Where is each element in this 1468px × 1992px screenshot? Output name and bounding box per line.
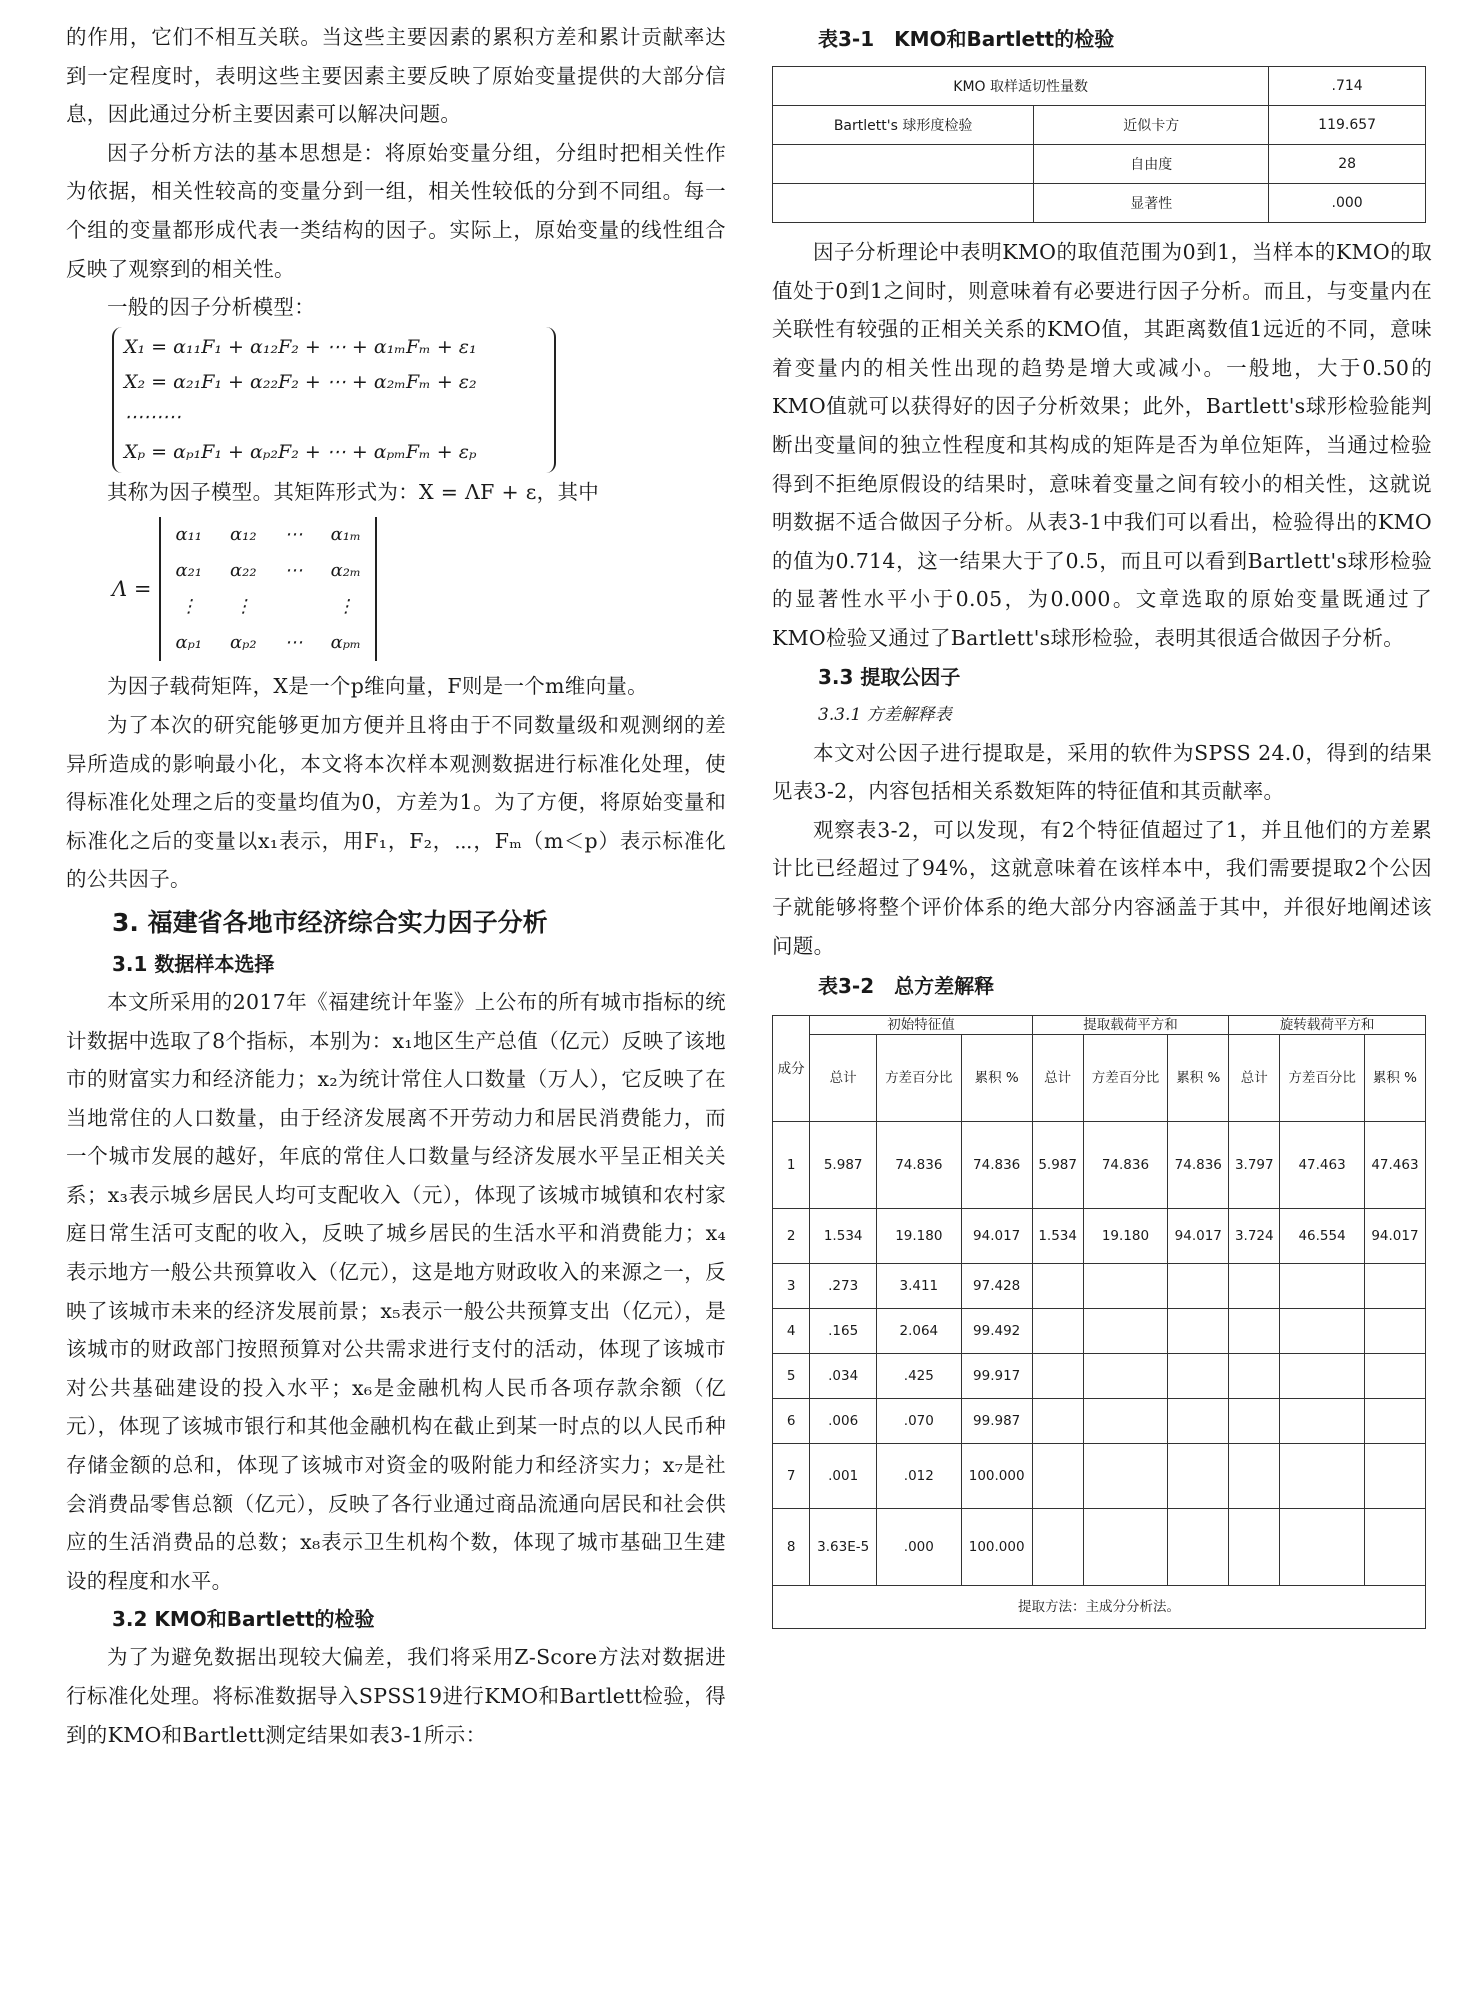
table-cell — [1032, 1309, 1083, 1354]
table-footer: 提取方法：主成分分析法。 — [773, 1586, 1426, 1629]
matrix-cell: α₂₂ — [230, 560, 257, 582]
matrix-body — [159, 517, 377, 661]
equation-line: X₂ = α₂₁F₁ + α₂₂F₂ + ⋯ + α₂ₘFₘ + ε₂ — [124, 370, 477, 393]
section-heading: 3. 福建省各地市经济综合实力因子分析 — [112, 907, 548, 937]
table-cell: .006 — [810, 1399, 877, 1444]
paragraph: 因子分析理论中表明KMO的取值范围为0到1，当样本的KMO的取值处于0到1之间时，则意味着有必要进行因子分析。而且，与变量内在关联性有较强的正相关关系的KMO值，其距离数值1远近的不同，意味着变量内的相关性出现的趋势是增大或减小。一般地，大于0.50的KMO值就可以获得好的因子分析效果；此外，Bartlett's球形检验能判断出变量间的独立性程度和其构成的矩阵是否为单位矩阵，当通过检验得到不拒绝原假设的结果时，意味着变量之间有较小的相关性，这就说明数据不适合做因子分析。从表3-1中我们可以看出，检验得出的KMO的值为0.714，这一结果大于了0.5，而且可以看到Bartlett's球形检验的显著性水平小于0.05，为0.000。文章选取的原始变量既通过了KMO检验又通过了Bartlett's球形检验，表明其很适合做因子分析。 — [772, 240, 1432, 650]
table-cell — [1032, 1444, 1083, 1509]
table-cell — [1364, 1264, 1425, 1309]
table-cell — [1280, 1354, 1365, 1399]
table-cell — [1280, 1264, 1365, 1309]
paragraph: 因子分析方法的基本思想是：将原始变量分组，分组时把相关性作为依据，相关性较高的变量分到一组，相关性较低的分到不同组。每一个组的变量都形成代表一类结构的因子。实际上，原始变量的线性组合反映了观察到的相关性。 — [66, 140, 726, 281]
table-cell — [1229, 1264, 1280, 1309]
table-row — [773, 1399, 1426, 1444]
table-header-cell: 累积 % — [1168, 1035, 1229, 1122]
table-cell: 5.987 — [810, 1122, 877, 1209]
table-header-row — [773, 1016, 1426, 1035]
table-row — [773, 67, 1426, 106]
paragraph: 为了为避免数据出现较大偏差，我们将采用Z-Score方法对数据进行标准化处理。将标准数据导入SPSS19进行KMO和Bartlett检验，得到的KMO和Bartlett测定结果如表3-1所示： — [66, 1645, 726, 1747]
matrix-cell: ⋯ — [284, 524, 303, 546]
table-cell: Bartlett's 球形度检验 — [773, 106, 1034, 145]
table-header-cell: 成分 — [773, 1016, 810, 1122]
table-cell: 94.017 — [1364, 1209, 1425, 1264]
table-cell: 119.657 — [1269, 106, 1426, 145]
table-cell — [1032, 1399, 1083, 1444]
table-row — [773, 1509, 1426, 1586]
table-cell: 2.064 — [876, 1309, 961, 1354]
paragraph: 一般的因子分析模型： — [107, 295, 315, 320]
paragraph: 本文对公因子进行提取是，采用的软件为SPSS 24.0，得到的结果见表3-2，内容包括相关系数矩阵的特征值和其贡献率。 — [772, 740, 1432, 804]
table-row — [773, 1444, 1426, 1509]
table-header-cell: 提取载荷平方和 — [1032, 1016, 1229, 1035]
subsection-heading: 3.1 数据样本选择 — [112, 951, 275, 976]
table-row — [773, 1264, 1426, 1309]
table-cell: 7 — [773, 1444, 810, 1509]
table-cell — [1168, 1264, 1229, 1309]
table-cell — [773, 184, 1034, 223]
table-cell: 47.463 — [1280, 1122, 1365, 1209]
table-cell: 74.836 — [1168, 1122, 1229, 1209]
table-header-cell: 累积 % — [1364, 1035, 1425, 1122]
table-cell: 46.554 — [1280, 1209, 1365, 1264]
table-cell: 100.000 — [961, 1444, 1032, 1509]
table-cell: 99.492 — [961, 1309, 1032, 1354]
table-header-cell: 总计 — [1229, 1035, 1280, 1122]
table-cell: .165 — [810, 1309, 877, 1354]
table-cell — [1083, 1309, 1168, 1354]
table-cell: 5 — [773, 1354, 810, 1399]
table-cell — [1032, 1264, 1083, 1309]
table-cell — [773, 145, 1034, 184]
matrix-cell: ⋮ — [234, 596, 253, 618]
table-cell: 3.797 — [1229, 1122, 1280, 1209]
table-row — [773, 1309, 1426, 1354]
table-cell — [1364, 1399, 1425, 1444]
factor-model-equations — [112, 327, 556, 473]
table-cell: 99.987 — [961, 1399, 1032, 1444]
table-cell: .001 — [810, 1444, 877, 1509]
table-header-cell: 初始特征值 — [810, 1016, 1032, 1035]
kmo-bartlett-table — [772, 66, 1426, 223]
table-row — [773, 106, 1426, 145]
table-cell: 19.180 — [876, 1209, 961, 1264]
table-cell: 1.534 — [1032, 1209, 1083, 1264]
table-cell — [1364, 1444, 1425, 1509]
table-cell: 28 — [1269, 145, 1426, 184]
table-cell: .425 — [876, 1354, 961, 1399]
table-cell — [1168, 1444, 1229, 1509]
table-cell: 5.987 — [1032, 1122, 1083, 1209]
table-header-cell: 总计 — [810, 1035, 877, 1122]
table-cell: 1.534 — [810, 1209, 877, 1264]
table-cell — [1229, 1309, 1280, 1354]
table-row — [773, 184, 1426, 223]
table-cell: 94.017 — [961, 1209, 1032, 1264]
paragraph: 的作用，它们不相互关联。当这些主要因素的累积方差和累计贡献率达到一定程度时，表明这些主要因素主要反映了原始变量提供的大部分信息，因此通过分析主要因素可以解决问题。 — [66, 25, 726, 127]
paragraph: 本文所采用的2017年《福建统计年鉴》上公布的所有城市指标的统计数据中选取了8个指标，本别为：x₁地区生产总值（亿元）反映了该地市的财富实力和经济能力；x₂为统计常住人口数量（万人），它反映了在当地常住的人口数量，由于经济发展离不开劳动力和居民消费能力，而一个城市发展的越好，年底的常住人口数量与经济发展水平呈正相关关系；x₃表示城乡居民人均可支配收入（元），体现了该城市城镇和农村家庭日常生活可支配的收入，反映了城乡居民的生活水平和消费能力；x₄表示地方一般公共预算收入（亿元），这是地方财政收入的来源之一，反映了该城市未来的经济发展前景；x₅表示一般公共预算支出（亿元），是该城市的财政部门按照预算对公共需求进行支付的活动，体现了该城市对公共基础建设的投入水平；x₆是金融机构人民币各项存款余额（亿元），体现了该城市银行和其他金融机构在截止到某一时点的以人民币种存储金额的总和，体现了该城市对资金的吸附能力和经济实力；x₇是社会消费品零售总额（亿元），反映了各行业通过商品流通向居民和社会供应的生活消费品的总数；x₈表示卫生机构个数，体现了城市基础卫生建设的程度和水平。 — [66, 989, 726, 1593]
table-cell: 3.63E-5 — [810, 1509, 877, 1586]
table-cell — [1229, 1444, 1280, 1509]
matrix-cell — [271, 589, 317, 625]
matrix-cell: α₂ₘ — [330, 560, 362, 582]
table-cell: 99.917 — [961, 1354, 1032, 1399]
paragraph: 为因子载荷矩阵，X是一个p维向量，F则是一个m维向量。 — [107, 674, 648, 699]
table-cell: 74.836 — [961, 1122, 1032, 1209]
left-column — [66, 18, 726, 1754]
table-cell — [1083, 1354, 1168, 1399]
table-cell: .714 — [1269, 67, 1426, 106]
matrix-cell: ⋮ — [179, 596, 198, 618]
table-cell: 3.411 — [876, 1264, 961, 1309]
matrix-cell: ⋮ — [336, 596, 355, 618]
table-cell — [1280, 1399, 1365, 1444]
table-cell — [1364, 1309, 1425, 1354]
table-cell: 1 — [773, 1122, 810, 1209]
table-header-cell: 方差百分比 — [1280, 1035, 1365, 1122]
equation-line: Xₚ = αₚ₁F₁ + αₚ₂F₂ + ⋯ + αₚₘFₘ + εₚ — [124, 440, 477, 463]
matrix-label: Λ = — [112, 577, 152, 602]
table-cell: 2 — [773, 1209, 810, 1264]
table-header-cell: 总计 — [1032, 1035, 1083, 1122]
table-cell: 3.724 — [1229, 1209, 1280, 1264]
table-cell: 74.836 — [876, 1122, 961, 1209]
table-cell: 近似卡方 — [1034, 106, 1269, 145]
table-cell: .273 — [810, 1264, 877, 1309]
table-cell — [1280, 1309, 1365, 1354]
matrix-cell: αₚₘ — [330, 632, 362, 654]
equation-line: X₁ = α₁₁F₁ + α₁₂F₂ + ⋯ + α₁ₘFₘ + ε₁ — [124, 335, 477, 358]
table-cell: 自由度 — [1034, 145, 1269, 184]
loading-matrix — [112, 517, 726, 661]
table-cell: .070 — [876, 1399, 961, 1444]
table-cell: 100.000 — [961, 1509, 1032, 1586]
matrix-cell: ⋯ — [284, 560, 303, 582]
table-cell — [1032, 1354, 1083, 1399]
table-cell — [1229, 1354, 1280, 1399]
table-cell — [1083, 1444, 1168, 1509]
table-cell: 4 — [773, 1309, 810, 1354]
table-caption: 表3-1 KMO和Bartlett的检验 — [818, 27, 1115, 51]
table-header-cell: 旋转载荷平方和 — [1229, 1016, 1426, 1035]
subsubsection-heading: 3.3.1 方差解释表 — [818, 704, 952, 725]
table-header-cell: 累积 % — [961, 1035, 1032, 1122]
table-cell — [1083, 1399, 1168, 1444]
table-cell: .012 — [876, 1444, 961, 1509]
subsection-heading: 3.3 提取公因子 — [818, 664, 961, 689]
table-cell: KMO 取样适切性量数 — [773, 67, 1269, 106]
table-cell — [1364, 1354, 1425, 1399]
subsection-heading: 3.2 KMO和Bartlett的检验 — [112, 1607, 375, 1632]
table-cell — [1168, 1509, 1229, 1586]
table-cell — [1364, 1509, 1425, 1586]
table-cell: .000 — [876, 1509, 961, 1586]
table-cell — [1229, 1509, 1280, 1586]
matrix-cell: αₚ₂ — [230, 632, 257, 654]
table-row — [773, 1354, 1426, 1399]
table-header-row — [773, 1035, 1426, 1122]
table-caption: 表3-2 总方差解释 — [818, 974, 995, 999]
table-cell — [1229, 1399, 1280, 1444]
table-cell — [1083, 1509, 1168, 1586]
paragraph: 为了本次的研究能够更加方便并且将由于不同数量级和观测纲的差异所造成的影响最小化，本文将本次样本观测数据进行标准化处理，使得标准化处理之后的变量均值为0，方差为1。为了方便，将原始变量和标准化之后的变量以x₁表示，用F₁，F₂，⋯，Fₘ（m＜p）表示标准化的公共因子。 — [66, 712, 726, 892]
matrix-cell: α₂₁ — [175, 560, 203, 582]
paragraph: 观察表3-2，可以发现，有2个特征值超过了1，并且他们的方差累计比已经超过了94%，这就意味着在该样本中，我们需要提取2个公因子就能够将整个评价体系的绝大部分内容涵盖于其中，并很好地阐述该问题。 — [772, 817, 1432, 958]
table-cell: 47.463 — [1364, 1122, 1425, 1209]
right-column — [772, 18, 1432, 1629]
paragraph: 其称为因子模型。其矩阵形式为：X = ΛF + ε，其中 — [107, 479, 600, 504]
table-row — [773, 145, 1426, 184]
table-body — [773, 1122, 1426, 1586]
table-cell — [1168, 1399, 1229, 1444]
table-cell — [1168, 1309, 1229, 1354]
table-cell — [1280, 1444, 1365, 1509]
matrix-cell: α₁ₘ — [330, 524, 362, 546]
table-cell — [1083, 1264, 1168, 1309]
table-cell: 97.428 — [961, 1264, 1032, 1309]
table-header-cell: 方差百分比 — [1083, 1035, 1168, 1122]
table-cell — [1032, 1509, 1083, 1586]
total-variance-table — [772, 1015, 1426, 1629]
table-header-cell: 方差百分比 — [876, 1035, 961, 1122]
table-row — [773, 1209, 1426, 1264]
table-cell: 8 — [773, 1509, 810, 1586]
table-cell: 74.836 — [1083, 1122, 1168, 1209]
matrix-cell: αₚ₁ — [175, 632, 203, 654]
table-cell: 显著性 — [1034, 184, 1269, 223]
table-cell: .000 — [1269, 184, 1426, 223]
matrix-cell: ⋯ — [284, 632, 303, 654]
table-row — [773, 1122, 1426, 1209]
table-cell: 94.017 — [1168, 1209, 1229, 1264]
table-cell: 3 — [773, 1264, 810, 1309]
table-cell — [1168, 1354, 1229, 1399]
table-cell: 6 — [773, 1399, 810, 1444]
matrix-cell: α₁₁ — [175, 524, 203, 546]
matrix-cell: α₁₂ — [230, 524, 257, 546]
table-cell: .034 — [810, 1354, 877, 1399]
equation-line: ⋯⋯⋯ — [124, 405, 181, 428]
table-cell — [1280, 1509, 1365, 1586]
table-footer-row — [773, 1586, 1426, 1629]
table-cell: 19.180 — [1083, 1209, 1168, 1264]
